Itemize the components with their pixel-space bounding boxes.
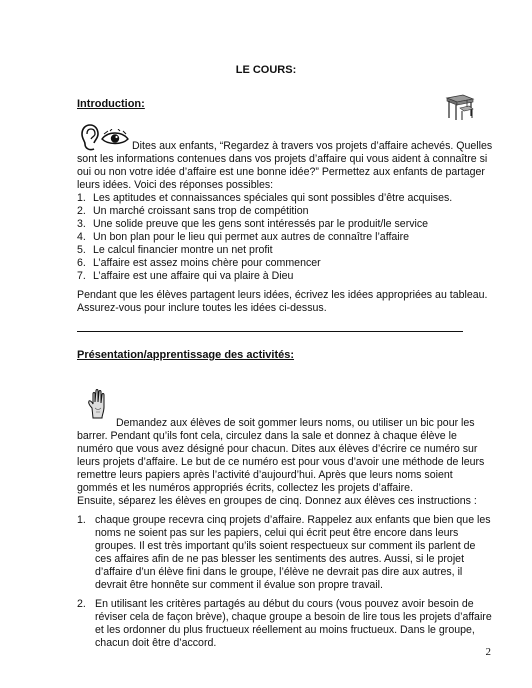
step-line: d’affaire d’un élève fini dans le groupe, l’élève ne devrait pas dire aux autres, il bbox=[95, 566, 463, 578]
intro-heading: Introduction: bbox=[77, 98, 145, 110]
presentation-paragraph-line: Demandez aux élèves de soit gommer leurs noms, ou utiliser un bic pour les bbox=[116, 417, 475, 429]
presentation-paragraph-line: remettre leurs papiers après l’activité d’aujourd’hui. Après que leurs noms soient bbox=[77, 469, 453, 481]
answer-item: 1. Les aptitudes et connaissances spéciales qui sont possibles d’être acquises. bbox=[77, 192, 453, 204]
school-desk-icon bbox=[443, 92, 477, 122]
intro-after-line: Assurez-vous pour inclure toutes les idées ci-dessus. bbox=[77, 302, 327, 314]
intro-paragraph-line: oui ou non votre idée d’affaire est une bonne idée?” Permettez aux enfants de partager bbox=[77, 166, 485, 178]
page-title: LE COURS: bbox=[235, 64, 297, 76]
presentation-paragraph-line: gommés et les numéros appropriés écrits, collectez les projets d’affaire. bbox=[77, 482, 414, 494]
answer-item: 2. Un marché croissant sans trop de compétition bbox=[77, 205, 309, 217]
step-line: chaque groupe recevra cinq projets d’affaire. Rappelez aux enfants que bien que les bbox=[95, 514, 491, 526]
answer-item: 7. L’affaire est une affaire qui va plaire à Dieu bbox=[77, 270, 294, 282]
ear-icon bbox=[79, 123, 99, 153]
hand-icon bbox=[87, 388, 109, 420]
step-line: ces affaires afin de ne pas blesser les sentiments des autres. Aussi, si le projet bbox=[95, 553, 465, 565]
presentation-paragraph-line: numéro que vous avez désigné pour chacun. Dites aux élèves d’écrire ce numéro sur bbox=[77, 443, 478, 455]
step-line: réviser cela de façon brève), chaque groupe a besoin de lire tous les projets d’affaire bbox=[95, 611, 492, 623]
presentation-paragraph-line: leurs projets d’affaire. Le but de ce numéro est pour vous d’avoir une méthode de leurs bbox=[77, 456, 485, 468]
eye-icon bbox=[100, 129, 130, 147]
step-line: groupes. Il est très important qu’ils soient respectueux sur comment ils parlent de bbox=[95, 540, 476, 552]
page-number: 2 bbox=[485, 646, 491, 658]
intro-paragraph-line: leurs idées. Voici des réponses possibles: bbox=[77, 179, 274, 191]
presentation-paragraph-line: barrer. Pendant qu’ils font cela, circulez dans la sale et donnez à chaque élève le bbox=[77, 430, 457, 442]
intro-paragraph-line: sont les informations contenues dans vos projets d’affaire qui vous aident à connaître si bbox=[77, 153, 488, 165]
presentation-paragraph-line: Ensuite, séparez les élèves en groupes de cinq. Donnez aux élèves ces instructions : bbox=[77, 495, 477, 507]
answer-item: 6. L’affaire est assez moins chère pour commencer bbox=[77, 257, 321, 269]
step-line: noms ne soient pas sur les papiers, celui qui écrit peut être encore dans leurs bbox=[95, 527, 459, 539]
step-line: et les ordonner du plus fructueux réellement au moins fructueux. Dans le groupe, bbox=[95, 624, 475, 636]
step-number: 1. bbox=[77, 514, 86, 526]
presentation-heading: Présentation/apprentissage des activités: bbox=[77, 349, 295, 361]
answer-item: 5. Le calcul financier montre un net profit bbox=[77, 244, 273, 256]
step-line: chacun doit être d’accord. bbox=[95, 637, 217, 649]
step-number: 2. bbox=[77, 598, 86, 610]
answer-item: 4. Un bon plan pour le lieu qui permet aux autres de connaître l’affaire bbox=[77, 231, 410, 243]
section-divider bbox=[77, 331, 463, 332]
answer-item: 3. Une solide preuve que les gens sont intéressés par le produit/le service bbox=[77, 218, 429, 230]
step-line: En utilisant les critères partagés au début du cours (vous pouvez avoir besoin de bbox=[95, 598, 474, 610]
intro-after-line: Pendant que les élèves partagent leurs idées, écrivez les idées appropriées au tableau. bbox=[77, 289, 488, 301]
step-line: devrait être honnête sur comment il évalue son propre travail. bbox=[95, 579, 383, 591]
intro-paragraph-line: Dites aux enfants, “Regardez à travers vos projets d’affaire achevés. Quelles bbox=[132, 140, 493, 152]
